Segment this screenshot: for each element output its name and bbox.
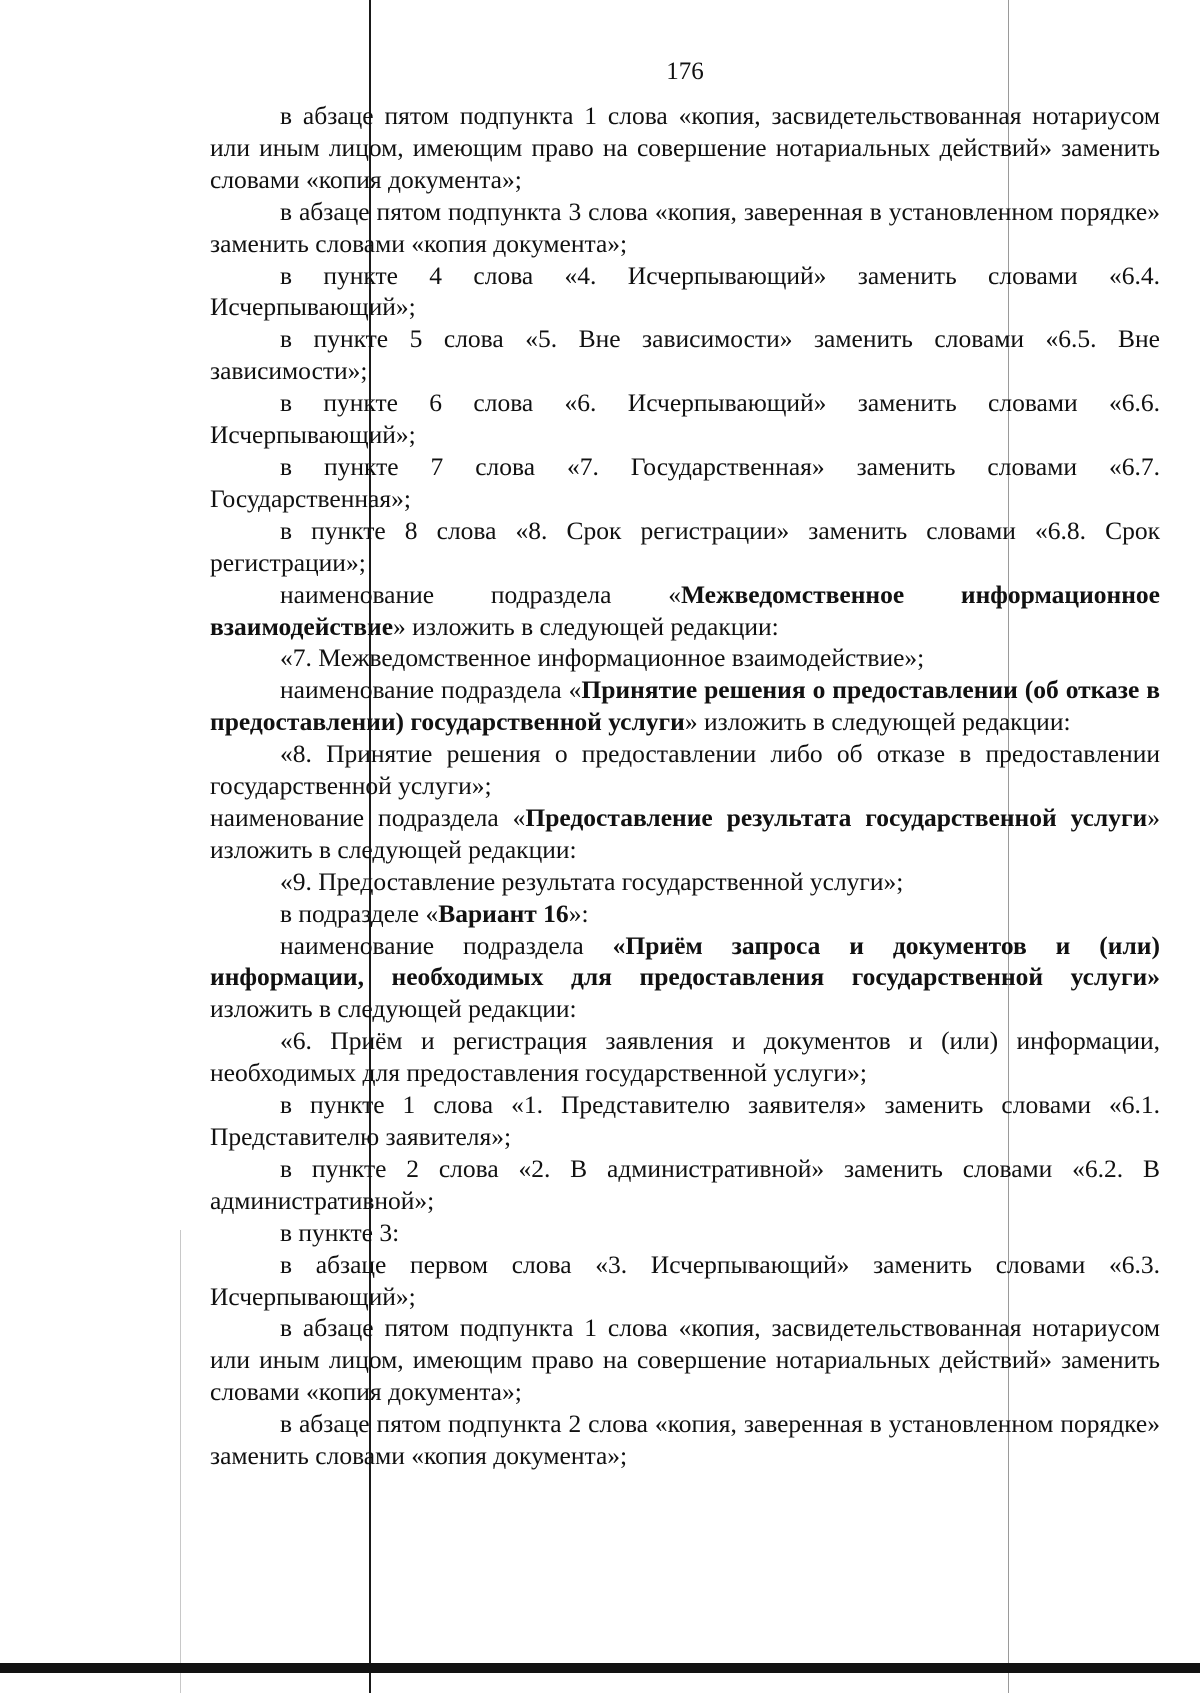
paragraph — [210, 1153, 1160, 1217]
text-run: в пункте 3: — [280, 1217, 400, 1247]
text-run: наименование подраздела « — [280, 579, 681, 609]
bold-text-run: Вариант 16 — [438, 898, 569, 928]
text-run: » изложить в следующей редакции: — [684, 707, 1071, 737]
paragraph — [210, 1249, 1160, 1313]
paragraph — [210, 802, 1160, 866]
text-run: наименование подраздела « — [210, 802, 526, 832]
bold-text-run: Предоставление результата государственной услуги — [525, 802, 1148, 832]
paragraph — [210, 196, 1160, 260]
text-run: «7. Межведомственное информационное взаимодействие»; — [280, 643, 925, 673]
text-run: «8. Принятие решения о предоставлении либо об отказе в предоставлении государственной услуги»; — [210, 739, 1160, 801]
scan-edge-bar — [0, 1663, 1200, 1673]
paragraph — [210, 866, 1160, 898]
text-run: »: — [568, 898, 589, 928]
text-run: в пункте 2 слова «2. В административной» заменить словами «6.2. В административной»; — [210, 1153, 1160, 1215]
text-run: в подразделе « — [280, 898, 439, 928]
paragraph — [210, 898, 1160, 930]
paragraph — [210, 1408, 1160, 1472]
text-run: «9. Предоставление результата государственной услуги»; — [280, 866, 904, 896]
text-run: » изложить в следующей редакции: — [393, 611, 779, 641]
paragraph — [210, 1025, 1160, 1089]
scan-streak-line — [180, 1230, 181, 1693]
paragraph — [210, 387, 1160, 451]
paragraph — [210, 323, 1160, 387]
bold-text-run: «Приём запроса и документов и (или) информации, необходимых для предоставления государственной услуги» — [210, 930, 1160, 992]
text-run: в пункте 4 слова «4. Исчерпывающий» заменить словами «6.4. Исчерпывающий»; — [210, 260, 1160, 322]
text-run: в абзаце пятом подпункта 1 слова «копия, засвидетельствованная нотариусом или иным лицом, имеющим право на совершение нотариальных действий» заменить словами «копия документа»; — [210, 101, 1160, 194]
paragraph — [210, 1312, 1160, 1408]
text-run: наименование подраздела « — [280, 675, 582, 705]
text-run: в абзаце пятом подпункта 2 слова «копия, заверенная в установленном порядке» заменить словами «копия документа»; — [210, 1409, 1160, 1471]
text-run: изложить в следующей редакции: — [210, 994, 577, 1024]
paragraph — [210, 930, 1160, 1026]
paragraph — [210, 260, 1160, 324]
paragraph — [210, 579, 1160, 643]
text-run: в абзаце пятом подпункта 3 слова «копия, заверенная в установленном порядке» заменить словами «копия документа»; — [210, 196, 1160, 258]
paragraph — [210, 642, 1160, 674]
bold-text-run: Межведомственное информационное взаимодействие — [210, 579, 1160, 641]
text-run: в абзаце первом слова «3. Исчерпывающий» заменить словами «6.3. Исчерпывающий»; — [210, 1249, 1160, 1311]
text-run: в пункте 1 слова «1. Представителю заявителя» заменить словами «6.1. Представителю заявителя»; — [210, 1090, 1160, 1151]
paragraph — [210, 738, 1160, 802]
text-run: » изложить в следующей редакции: — [210, 802, 1160, 864]
text-run: в пункте 8 слова «8. Срок регистрации» заменить словами «6.8. Срок регистрации»; — [210, 515, 1160, 577]
document-body — [210, 100, 1160, 1472]
paragraph — [210, 674, 1160, 738]
paragraph — [210, 1089, 1160, 1153]
text-run: «6. Приём и регистрация заявления и документов и (или) информации, необходимых для предоставления государственной услуги»; — [210, 1026, 1160, 1088]
paragraph — [210, 100, 1160, 196]
bold-text-run: Принятие решения о предоставлении (об отказе в предоставлении) государственной услуги — [210, 675, 1160, 737]
text-run: в пункте 6 слова «6. Исчерпывающий» заменить словами «6.6. Исчерпывающий»; — [210, 388, 1160, 450]
paragraph — [210, 1217, 1160, 1249]
paragraph — [210, 451, 1160, 515]
text-run: в пункте 5 слова «5. Вне зависимости» заменить словами «6.5. Вне зависимости»; — [210, 324, 1160, 386]
page-number: 176 — [666, 58, 704, 85]
text-run: наименование подраздела — [280, 930, 613, 960]
text-run: в пункте 7 слова «7. Государственная» заменить словами «6.7. Государственная»; — [210, 451, 1160, 513]
text-run: в абзаце пятом подпункта 1 слова «копия, засвидетельствованная нотариусом или иным лицом, имеющим право на совершение нотариальных действий» заменить словами «копия документа»; — [210, 1313, 1160, 1407]
paragraph — [210, 515, 1160, 579]
